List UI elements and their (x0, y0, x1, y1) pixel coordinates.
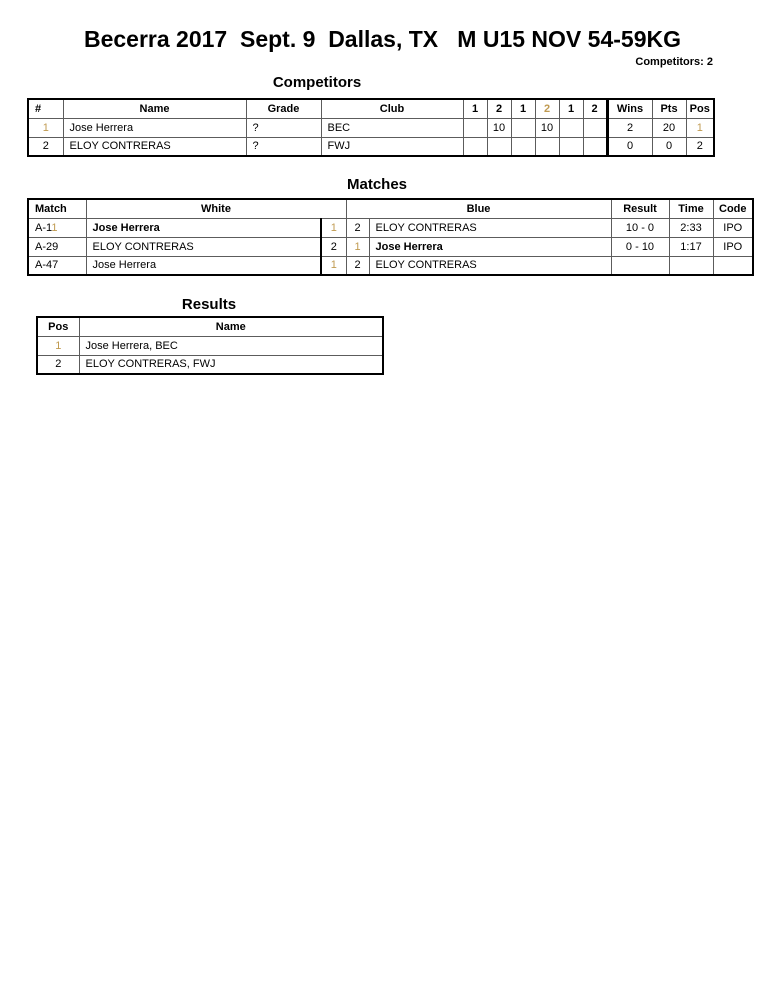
result-row (37, 355, 383, 374)
pos-cell: 2 (686, 137, 714, 156)
col-header-match1-white: 1 (463, 99, 487, 118)
col-header-pts: Pts (652, 99, 686, 118)
match-code-text: A-29 (35, 240, 59, 253)
score-cell (583, 118, 607, 137)
score-cell (583, 137, 607, 156)
time-cell (669, 256, 713, 275)
score-cell: 10 (535, 118, 559, 137)
results-table (36, 316, 384, 375)
blue-number-cell: 2 (346, 256, 369, 275)
score-cell (559, 137, 583, 156)
blue-name-cell: ELOY CONTRERAS (369, 256, 611, 275)
match-row (28, 256, 753, 275)
wins-cell: 2 (607, 118, 652, 137)
col-header-match3-blue: 2 (583, 99, 607, 118)
white-name-cell: ELOY CONTRERAS (86, 237, 321, 256)
col-header-match: Match (28, 199, 86, 218)
result-name-cell: ELOY CONTRERAS, FWJ (79, 355, 383, 374)
competitors-table (27, 98, 715, 157)
white-name-cell: Jose Herrera (86, 256, 321, 275)
col-header-wins: Wins (607, 99, 652, 118)
col-header-name: Name (79, 317, 383, 336)
code-cell: IPO (713, 218, 753, 237)
col-header-name: Name (63, 99, 246, 118)
pts-cell: 0 (652, 137, 686, 156)
wins-cell: 0 (607, 137, 652, 156)
result-row (37, 336, 383, 355)
col-header-result: Result (611, 199, 669, 218)
match-row (28, 218, 753, 237)
matches-table (27, 198, 754, 276)
col-header-pos: Pos (686, 99, 714, 118)
code-cell: IPO (713, 237, 753, 256)
match-code-cell (28, 218, 86, 237)
match-code-cell (28, 237, 86, 256)
result-cell: 0 - 10 (611, 237, 669, 256)
score-cell (535, 137, 559, 156)
matches-section-heading: Matches (346, 176, 408, 193)
blue-number-cell: 1 (346, 237, 369, 256)
col-header-club: Club (321, 99, 463, 118)
col-header-match2-white: 1 (511, 99, 535, 118)
col-header-code: Code (713, 199, 753, 218)
competitor-club-cell: FWJ (321, 137, 463, 156)
competitor-name-cell: ELOY CONTRERAS (63, 137, 246, 156)
pos-cell: 1 (686, 118, 714, 137)
matches-header-row (28, 199, 753, 218)
pts-cell: 20 (652, 118, 686, 137)
competitors-section-heading: Competitors (272, 74, 362, 91)
score-cell (511, 137, 535, 156)
match-code-gold-digit: 1 (51, 221, 58, 234)
col-header-match1-blue: 2 (487, 99, 511, 118)
col-header-match2-blue: 2 (535, 99, 559, 118)
competitor-grade-cell: ? (246, 137, 321, 156)
white-number-cell: 1 (321, 256, 346, 275)
time-cell: 1:17 (669, 237, 713, 256)
competitor-row (28, 118, 714, 137)
competitor-row (28, 137, 714, 156)
match-row (28, 237, 753, 256)
blue-name-cell: ELOY CONTRERAS (369, 218, 611, 237)
score-cell (463, 118, 487, 137)
col-header-time: Time (669, 199, 713, 218)
match-code-cell (28, 256, 86, 275)
result-cell (611, 256, 669, 275)
white-number-cell: 2 (321, 237, 346, 256)
competitor-number-cell: 2 (28, 137, 63, 156)
page-title: Becerra 2017 Sept. 9 Dallas, TX M U15 NOV 54-59KG (83, 26, 681, 52)
code-cell (713, 256, 753, 275)
results-header-row (37, 317, 383, 336)
match-code-text: A-1 (35, 221, 52, 234)
col-header-blue: Blue (346, 199, 611, 218)
white-name-cell: Jose Herrera (86, 218, 321, 237)
competitor-number-cell: 1 (28, 118, 63, 137)
result-pos-cell: 1 (37, 336, 79, 355)
col-header-grade: Grade (246, 99, 321, 118)
score-cell (511, 118, 535, 137)
score-cell (463, 137, 487, 156)
score-cell (559, 118, 583, 137)
blue-name-cell: Jose Herrera (369, 237, 611, 256)
col-header-number: # (28, 99, 63, 118)
competitor-club-cell: BEC (321, 118, 463, 137)
match-code-text: A-47 (35, 259, 59, 272)
blue-number-cell: 2 (346, 218, 369, 237)
competitors-header-row (28, 99, 714, 118)
white-number-cell: 1 (321, 218, 346, 237)
time-cell: 2:33 (669, 218, 713, 237)
col-header-match3-white: 1 (559, 99, 583, 118)
score-cell (487, 137, 511, 156)
col-header-pos: Pos (37, 317, 79, 336)
score-cell: 10 (487, 118, 511, 137)
result-pos-cell: 2 (37, 355, 79, 374)
competitor-name-cell: Jose Herrera (63, 118, 246, 137)
result-cell: 10 - 0 (611, 218, 669, 237)
competitor-grade-cell: ? (246, 118, 321, 137)
competitors-count-label: Competitors: 2 (635, 56, 713, 68)
col-header-white: White (86, 199, 346, 218)
result-name-cell: Jose Herrera, BEC (79, 336, 383, 355)
results-section-heading: Results (181, 296, 237, 313)
